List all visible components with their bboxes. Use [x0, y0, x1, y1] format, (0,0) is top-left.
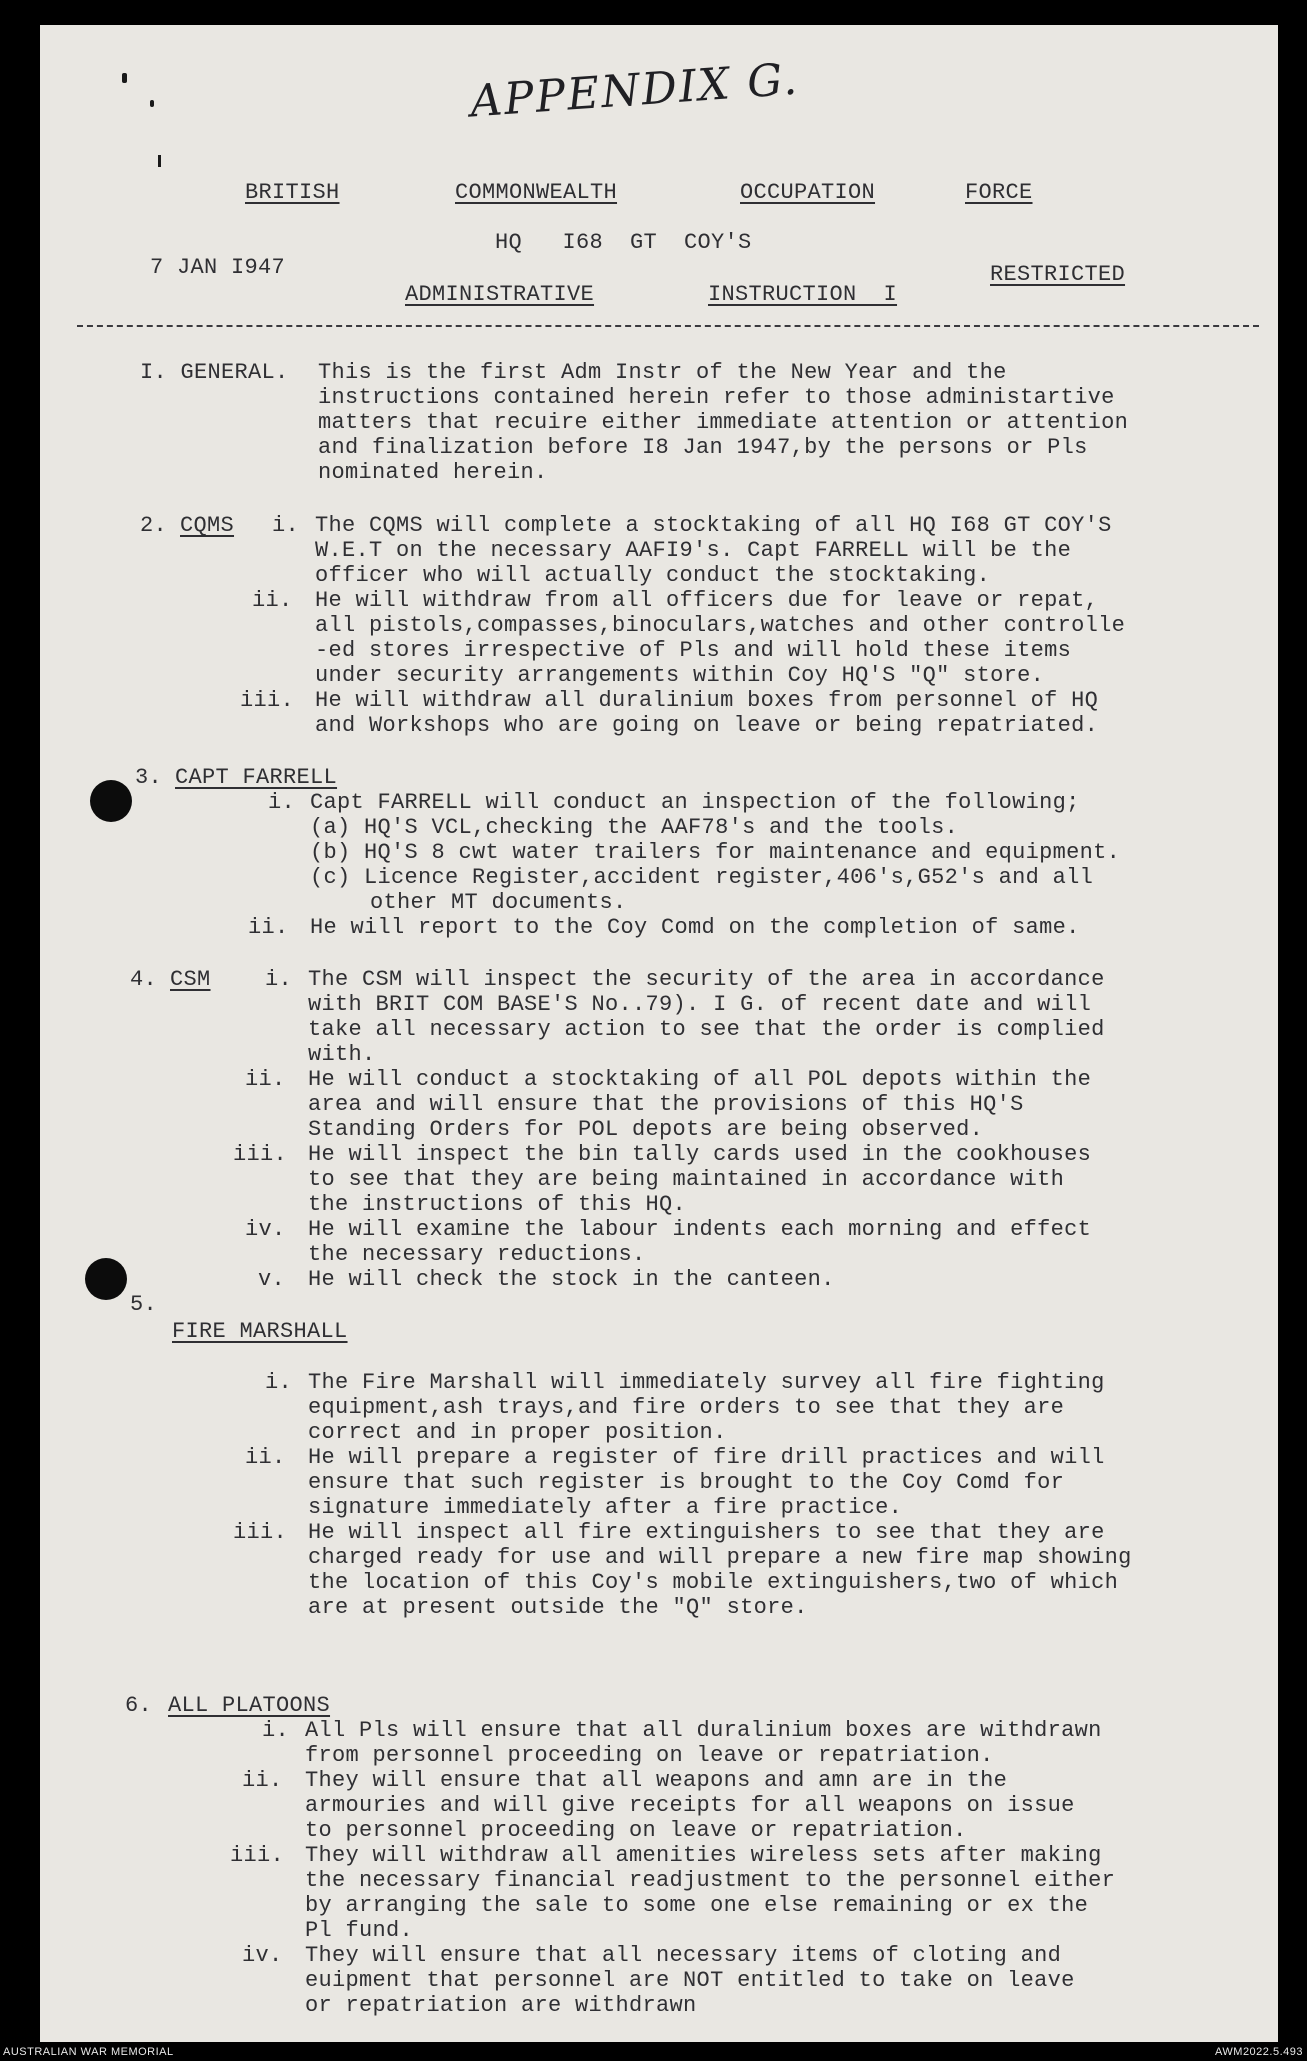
item-numeral: i. [262, 1718, 290, 1743]
section-4-line: He will check the stock in the canteen. [308, 1267, 835, 1292]
section-5-line: The Fire Marshall will immediately survey all fire fighting [308, 1370, 1105, 1395]
section-6-line: the necessary financial readjustment to the personnel either [305, 1868, 1116, 1893]
section-6-line: to personnel proceeding on leave or repatriation. [305, 1818, 967, 1843]
section-6-line: by arranging the sale to some one else remaining or ex the [305, 1893, 1089, 1918]
ink-mark [122, 73, 127, 83]
section-5-label: FIRE MARSHALL [172, 1319, 348, 1344]
section-4-line: take all necessary action to see that the order is complied [308, 1017, 1105, 1042]
section-4-line: the necessary reductions. [308, 1242, 646, 1267]
section-4-line: He will examine the labour indents each morning and effect [308, 1217, 1092, 1242]
header-word-british: BRITISH [245, 180, 340, 205]
document-page [40, 25, 1278, 2042]
section-2-line: He will withdraw all duralinium boxes from personnel of HQ [315, 688, 1099, 713]
section-6-label: ALL PLATOONS [168, 1693, 331, 1718]
section-4-line: The CSM will inspect the security of the area in accordance [308, 967, 1105, 992]
item-numeral: ii. [242, 1768, 283, 1793]
section-2-line: He will withdraw from all officers due for leave or repat, [315, 588, 1099, 613]
section-3-line: Capt FARRELL will conduct an inspection of the following; [310, 790, 1080, 815]
archive-reference: AWM2022.5.493 [1214, 2046, 1303, 2058]
section-6-line: from personnel proceeding on leave or repatriation. [305, 1743, 994, 1768]
section-5-line: the location of this Coy's mobile extinguishers,two of which [308, 1570, 1119, 1595]
section-2-line: under security arrangements within Coy HQ'S "Q" store. [315, 663, 1045, 688]
item-numeral: ii. [252, 588, 293, 613]
item-numeral: i. [265, 1370, 293, 1395]
section-6-line: euipment that personnel are NOT entitled to take on leave [305, 1968, 1075, 1993]
section-2-line: The CQMS will complete a stocktaking of all HQ I68 GT COY'S [315, 513, 1112, 538]
section-6-line: armouries and will give receipts for all weapons on issue [305, 1793, 1075, 1818]
section-6-line: Pl fund. [305, 1918, 414, 1943]
ink-mark [150, 100, 154, 107]
section-3-number: 3. [135, 765, 163, 790]
section-1-line: and finalization before I8 Jan 1947,by the persons or Pls [318, 435, 1088, 460]
punch-hole [85, 1258, 127, 1300]
section-4-line: He will conduct a stocktaking of all POL depots within the [308, 1067, 1092, 1092]
document-date: 7 JAN I947 [150, 255, 286, 280]
section-1-line: This is the first Adm Instr of the New Year and the [318, 360, 1007, 385]
header-word-commonwealth: COMMONWEALTH [455, 180, 618, 205]
item-numeral: i. [268, 790, 296, 815]
section-6-line: All Pls will ensure that all duralinium boxes are withdrawn [305, 1718, 1102, 1743]
section-4-line: to see that they are being maintained in accordance with [308, 1167, 1065, 1192]
section-5-line: are at present outside the "Q" store. [308, 1595, 808, 1620]
item-numeral: ii. [248, 915, 289, 940]
section-6-line: They will ensure that all necessary items of cloting and [305, 1943, 1062, 1968]
ink-mark [158, 155, 161, 167]
section-2-line: officer who will actually conduct the stocktaking. [315, 563, 991, 588]
title-instruction: INSTRUCTION I [708, 282, 898, 307]
item-numeral: ii. [245, 1445, 286, 1470]
header-word-occupation: OCCUPATION [740, 180, 876, 205]
section-4-line: with. [308, 1042, 376, 1067]
section-5-line: charged ready for use and will prepare a new fire map showing [308, 1545, 1132, 1570]
section-3-label: CAPT FARRELL [175, 765, 338, 790]
section-1-label: I. GENERAL. [140, 360, 289, 385]
section-5-line: He will inspect all fire extinguishers to see that they are [308, 1520, 1105, 1545]
section-6-line: They will withdraw all amenities wireless sets after making [305, 1843, 1102, 1868]
section-2-line: all pistols,compasses,binoculars,watches and other controlle [315, 613, 1126, 638]
section-6-number: 6. [125, 1693, 153, 1718]
section-3-line: (a) HQ'S VCL,checking the AAF78's and the tools. [310, 815, 959, 840]
section-3-line: (b) HQ'S 8 cwt water trailers for maintenance and equipment. [310, 840, 1121, 865]
section-3-line: (c) Licence Register,accident register,406's,G52's and all [310, 865, 1094, 890]
title-administrative: ADMINISTRATIVE [405, 282, 595, 307]
item-numeral: iii. [230, 1843, 285, 1868]
header-divider [77, 325, 1259, 327]
section-6-line: or repatriation are withdrawn [305, 1993, 697, 2018]
section-5-number: 5. [130, 1292, 158, 1317]
section-2-number: 2. [140, 513, 168, 538]
section-6-line: They will ensure that all weapons and amn are in the [305, 1768, 1008, 1793]
section-4-label: CSM [170, 967, 211, 992]
item-numeral: iv. [245, 1217, 286, 1242]
unit-heading: HQ I68 GT COY'S [495, 230, 752, 255]
section-5-line: ensure that such register is brought to the Coy Comd for [308, 1470, 1065, 1495]
classification-stamp: RESTRICTED [990, 262, 1126, 287]
section-3-line: He will report to the Coy Comd on the completion of same. [310, 915, 1080, 940]
item-numeral: v. [258, 1267, 286, 1292]
section-3-line: other MT documents. [370, 890, 627, 915]
punch-hole [90, 780, 132, 822]
handwritten-appendix-label: APPENDIX G. [468, 53, 801, 128]
section-4-line: He will inspect the bin tally cards used in the cookhouses [308, 1142, 1092, 1167]
section-4-number: 4. [130, 967, 158, 992]
section-4-line: Standing Orders for POL depots are being observed. [308, 1117, 984, 1142]
header-word-force: FORCE [965, 180, 1033, 205]
section-5-line: equipment,ash trays,and fire orders to see that they are [308, 1395, 1065, 1420]
item-numeral: iv. [242, 1943, 283, 1968]
item-numeral: iii. [240, 688, 295, 713]
section-2-line: and Workshops who are going on leave or being repatriated. [315, 713, 1099, 738]
section-1-line: matters that recuire either immediate attention or attention [318, 410, 1129, 435]
item-numeral: ii. [245, 1067, 286, 1092]
section-5-line: correct and in proper position. [308, 1420, 727, 1445]
archive-credit: AUSTRALIAN WAR MEMORIAL [3, 2046, 174, 2058]
section-5-line: He will prepare a register of fire drill practices and will [308, 1445, 1105, 1470]
section-2-line: W.E.T on the necessary AAFI9's. Capt FARRELL will be the [315, 538, 1072, 563]
section-4-line: with BRIT COM BASE'S No..79). I G. of recent date and will [308, 992, 1092, 1017]
section-4-line: the instructions of this HQ. [308, 1192, 687, 1217]
item-numeral: i. [272, 513, 300, 538]
section-5-line: signature immediately after a fire practice. [308, 1495, 903, 1520]
section-1-line: nominated herein. [318, 460, 548, 485]
item-numeral: iii. [233, 1142, 288, 1167]
section-2-label: CQMS [180, 513, 235, 538]
section-2-line: -ed stores irrespective of Pls and will hold these items [315, 638, 1072, 663]
item-numeral: iii. [233, 1520, 288, 1545]
section-1-line: instructions contained herein refer to those administartive [318, 385, 1115, 410]
section-4-line: area and will ensure that the provisions of this HQ'S [308, 1092, 1024, 1117]
item-numeral: i. [265, 967, 293, 992]
